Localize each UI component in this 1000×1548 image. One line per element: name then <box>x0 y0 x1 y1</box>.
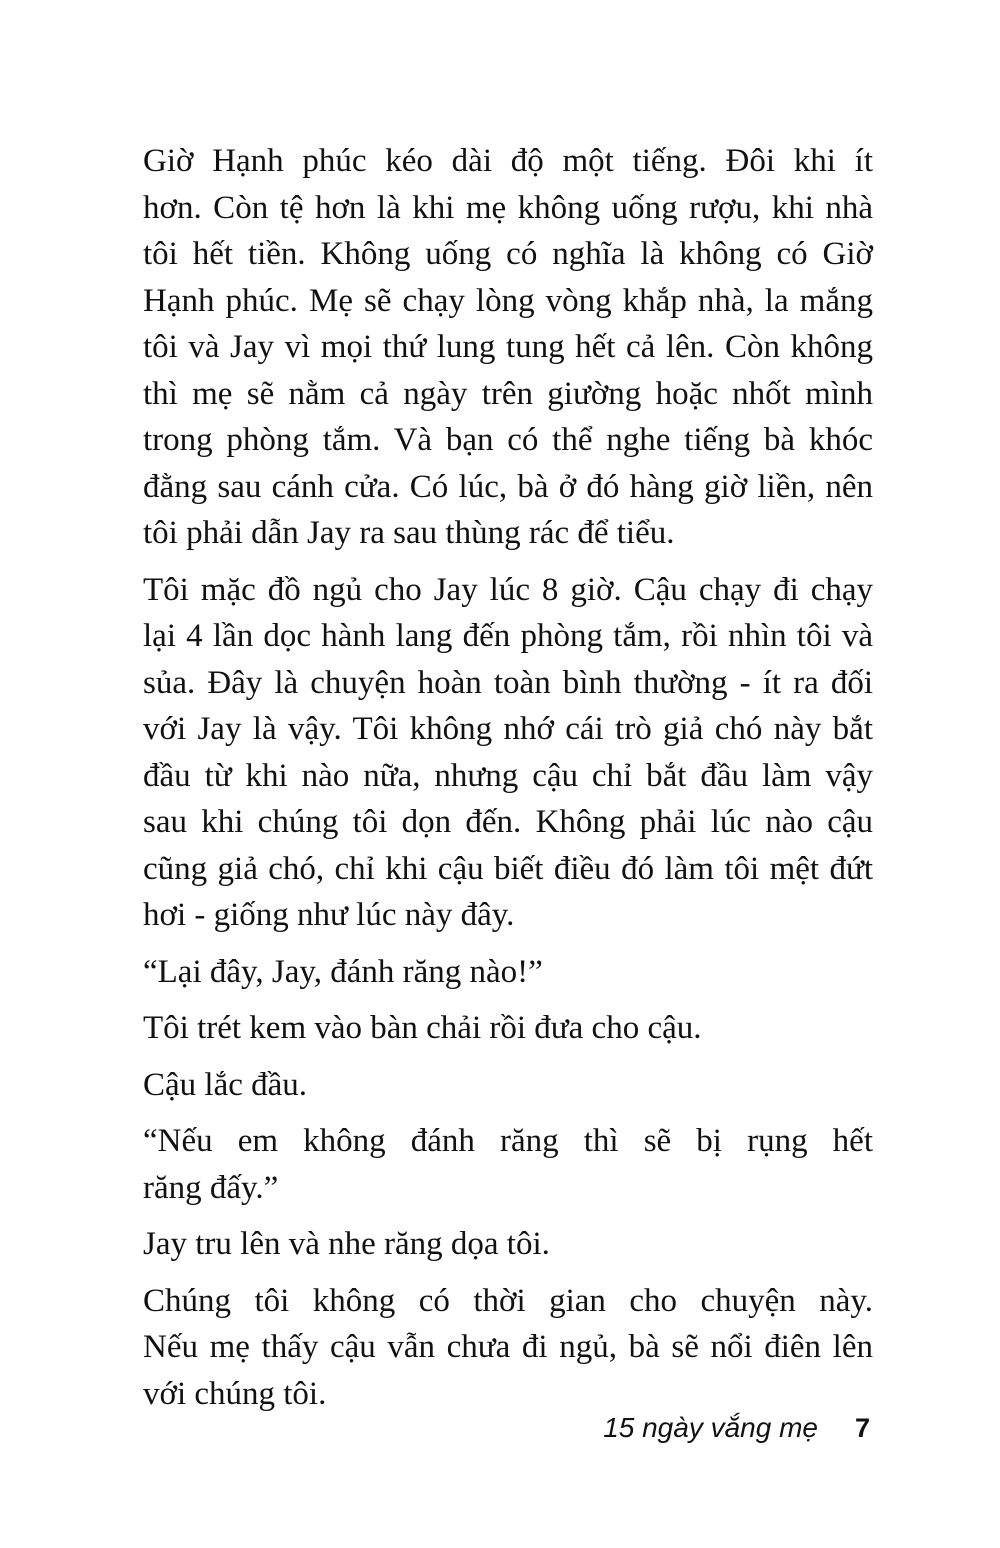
paragraph <box>143 138 873 557</box>
text-line: Jay tru lên và nhe răng dọa tôi. <box>143 1226 550 1262</box>
text-line: Tôi mặc đồ ngủ cho Jay lúc 8 giờ. Cậu chạy đi chạy <box>143 571 873 608</box>
page-footer <box>0 1408 1000 1458</box>
text-line: Hạnh phúc. Mẹ sẽ chạy lòng vòng khắp nhà, la mắng <box>143 282 873 319</box>
paragraph <box>143 949 873 996</box>
text-line: tôi hết tiền. Không uống có nghĩa là không có Giờ <box>143 236 873 272</box>
page-number: 7 <box>855 1413 871 1443</box>
text-line: sủa. Đây là chuyện hoàn toàn bình thường - ít ra đối <box>143 664 873 701</box>
text-line: tôi và Jay vì mọi thứ lung tung hết cả lên. Còn không <box>143 329 873 365</box>
running-title: 15 ngày vắng mẹ <box>603 1412 818 1443</box>
text-line: Nếu mẹ thấy cậu vẫn chưa đi ngủ, bà sẽ nổi điên lên <box>143 1329 873 1365</box>
paragraph <box>143 1221 873 1268</box>
text-line: thì mẹ sẽ nằm cả ngày trên giường hoặc nhốt mình <box>143 375 873 412</box>
text-line: hơn. Còn tệ hơn là khi mẹ không uống rượu, khi nhà <box>143 189 873 226</box>
text-line: Cậu lắc đầu. <box>143 1066 308 1103</box>
text-line: tôi phải dẫn Jay ra sau thùng rác để tiểu. <box>143 515 675 551</box>
text-line: sau khi chúng tôi dọn đến. Không phải lúc nào cậu <box>143 804 873 840</box>
text-line: răng đấy.” <box>143 1169 279 1206</box>
paragraph <box>143 567 873 939</box>
text-line: trong phòng tắm. Và bạn có thể nghe tiếng bà khóc <box>143 422 873 458</box>
text-line: “Nếu em không đánh răng thì sẽ bị rụng hết <box>143 1123 873 1159</box>
body-text <box>143 138 873 1417</box>
text-line: “Lại đây, Jay, đánh răng nào!” <box>143 953 543 990</box>
text-line: Chúng tôi không có thời gian cho chuyện này. <box>143 1282 873 1319</box>
text-line: Tôi trét kem vào bàn chải rồi đưa cho cậu. <box>143 1010 702 1046</box>
paragraph <box>143 1062 873 1109</box>
paragraph <box>143 1118 873 1211</box>
text-line: đầu từ khi nào nữa, nhưng cậu chỉ bắt đầu làm vậy <box>143 757 873 794</box>
text-line: lại 4 lần dọc hành lang đến phòng tắm, rồi nhìn tôi và <box>143 618 873 654</box>
text-line: đằng sau cánh cửa. Có lúc, bà ở đó hàng giờ liền, nên <box>143 468 873 505</box>
text-line: với chúng tôi. <box>143 1375 327 1412</box>
text-line: hơi - giống như lúc này đây. <box>143 897 515 933</box>
text-line: Giờ Hạnh phúc kéo dài độ một tiếng. Đôi khi ít <box>143 143 873 179</box>
paragraph <box>143 1005 873 1052</box>
paragraph <box>143 1278 873 1418</box>
text-line: cũng giả chó, chỉ khi cậu biết điều đó làm tôi mệt đứt <box>143 850 873 887</box>
text-line: với Jay là vậy. Tôi không nhớ cái trò giả chó này bắt <box>143 711 873 747</box>
